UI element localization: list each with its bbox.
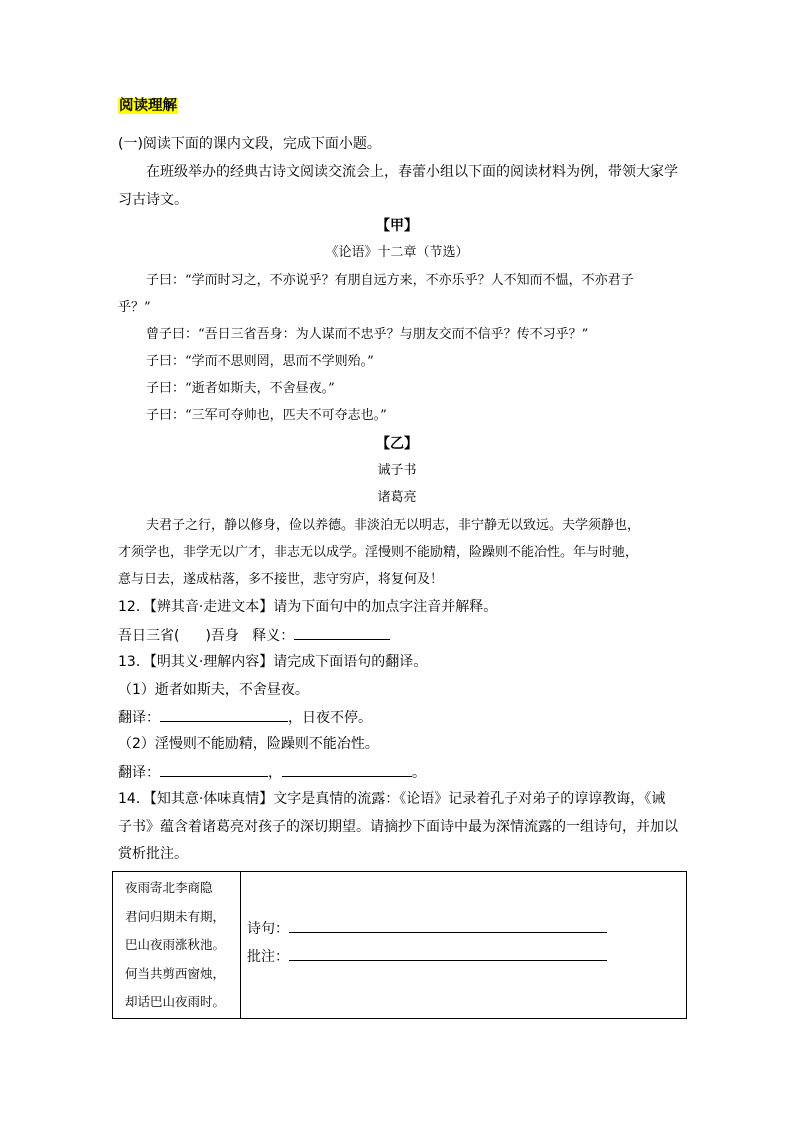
translation-label: 翻译： xyxy=(118,710,160,726)
q12-meaning-label: 释义： xyxy=(252,628,295,644)
translation-2-separator: ， xyxy=(268,765,282,781)
question-number: 14． xyxy=(118,791,150,807)
translation-2b-answer-field[interactable] xyxy=(282,762,412,777)
text-jia-line: 子曰：“学而不思则罔，思而不学则殆。” xyxy=(146,354,374,369)
section-title-wrap xyxy=(118,96,178,116)
text-jia-subtitle: 《论语》十二章（节选） xyxy=(325,245,469,260)
text-yi-author: 诸葛亮 xyxy=(377,490,417,505)
text-yi-line: 意与日去，遂成枯落，多不接世，悲守穷庐，将复何及！ xyxy=(118,572,444,587)
q13-item-2: （2）淫慢则不能励精，险躁则不能冶性。 xyxy=(118,736,379,752)
verse-row xyxy=(247,918,607,939)
q12-sentence-end: )吾身 xyxy=(205,628,239,644)
question-12 xyxy=(118,597,497,617)
verse-answer-field[interactable] xyxy=(289,918,607,933)
poem-answer-table xyxy=(112,871,687,1019)
question-tag: 【明其义·理解内容】 xyxy=(149,654,274,670)
translation-label: 翻译： xyxy=(118,765,160,781)
q13-translation-1 xyxy=(118,707,372,728)
translation-2a-answer-field[interactable] xyxy=(160,762,268,777)
meaning-answer-field[interactable] xyxy=(294,625,390,640)
intro-line-3: 习古诗文。 xyxy=(118,192,188,208)
poem-line: 君问归期未有期， xyxy=(125,908,226,924)
text-yi-line: 夫君子之行，静以修身，俭以养德。非淡泊无以明志，非宁静无以致远。夫学须静也， xyxy=(146,518,641,533)
translation-1-tail: ，日夜不停。 xyxy=(288,710,372,726)
question-14 xyxy=(118,789,665,809)
question-tag: 【辨其音·走进文本】 xyxy=(149,599,274,615)
q13-translation-2 xyxy=(118,762,426,783)
question-12-answer-row xyxy=(118,625,390,646)
translation-1-answer-field[interactable] xyxy=(160,707,288,722)
text-yi-label: 【乙】 xyxy=(376,436,418,452)
text-jia-line: 子曰：“三军可夺帅也，匹夫不可夺志也。” xyxy=(146,408,387,423)
poem-line: 夜雨寄北李商隐 xyxy=(125,880,213,895)
text-jia-label: 【甲】 xyxy=(376,218,418,234)
intro-line-2: 在班级举办的经典古诗文阅读交流会上，春蕾小组以下面的阅读材料为例，带领大家学 xyxy=(146,164,678,180)
poem-line: 何当共剪西窗烛， xyxy=(125,965,226,981)
question-prompt-line-1: 文字是真情的流露：《论语》记录着孔子对弟子的谆谆教诲，《诫 xyxy=(273,791,666,807)
question-13 xyxy=(118,652,427,672)
poem-line: 巴山夜雨涨秋池。 xyxy=(125,937,226,952)
text-jia-line: 子曰：“逝者如斯夫，不舍昼夜。” xyxy=(146,381,335,396)
verse-label: 诗句： xyxy=(247,921,289,937)
intro-line-1: (一)阅读下面的课内文段，完成下面小题。 xyxy=(118,136,381,152)
question-14-line-2: 子书》蕴含着诸葛亮对孩子的深切期望。请摘抄下面诗中最为深情流露的一组诗句，并加以 xyxy=(118,819,678,835)
section-title: 阅读理解 xyxy=(119,98,177,114)
question-prompt: 请完成下面语句的翻译。 xyxy=(273,654,428,670)
poem-line: 却话巴山夜雨时。 xyxy=(125,994,226,1009)
text-yi-title: 诫子书 xyxy=(377,463,417,478)
question-14-line-3: 赏析批注。 xyxy=(118,846,188,862)
question-number: 12． xyxy=(118,599,150,615)
text-jia-line: 曾子曰：“吾日三省吾身：为人谋而不忠乎？与朋友交而不信乎？传不习乎？” xyxy=(146,327,589,342)
question-number: 13． xyxy=(118,654,150,670)
answer-cell xyxy=(241,872,687,1019)
q12-sentence-start: 吾日三省( xyxy=(118,628,180,644)
note-answer-field[interactable] xyxy=(289,946,607,961)
q13-item-1: （1）逝者如斯夫，不舍昼夜。 xyxy=(118,682,309,698)
question-tag: 【知其意·体味真情】 xyxy=(149,791,274,807)
question-prompt: 请为下面句中的加点字注音并解释。 xyxy=(273,599,498,615)
note-label: 批注： xyxy=(247,949,289,965)
text-jia-line: 子曰：“学而时习之，不亦说乎？有朋自远方来，不亦乐乎？人不知而不愠，不亦君子 xyxy=(146,273,634,288)
translation-2-tail: 。 xyxy=(412,765,426,781)
poem-cell xyxy=(113,872,241,1019)
text-yi-line: 才须学也，非学无以广才，非志无以成学。淫慢则不能励精，险躁则不能冶性。年与时驰， xyxy=(118,545,639,560)
text-jia-line: 乎？” xyxy=(118,300,151,315)
note-row xyxy=(247,946,607,967)
